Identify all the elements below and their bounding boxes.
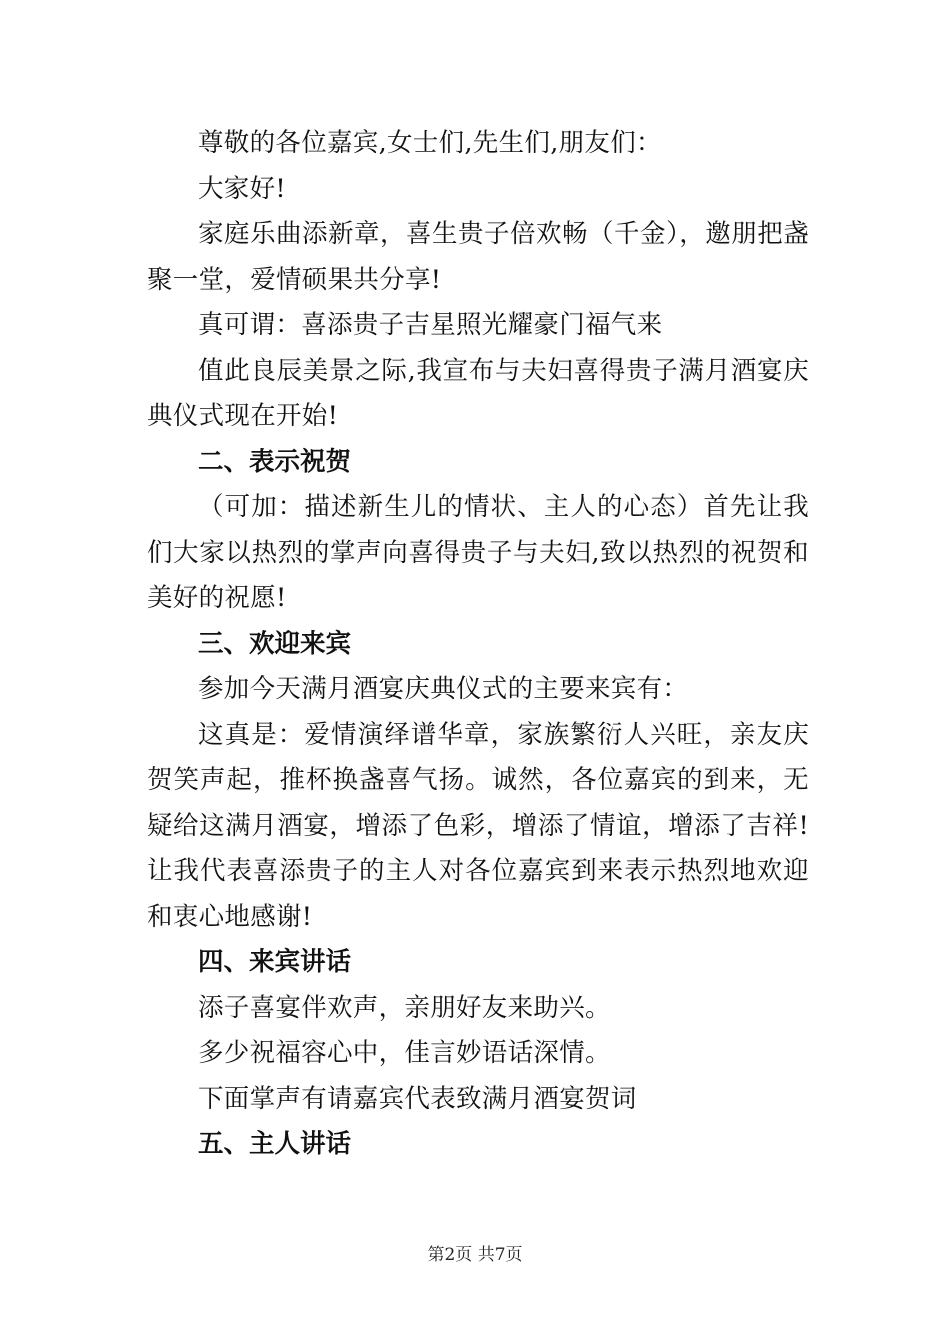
blessing-line: 真可谓：喜添贵子吉星照光耀豪门福气来 [198, 310, 663, 340]
congratulations-paragraph: （可加：描述新生儿的情状、主人的心态）首先让我们大家以热烈的掌声向喜得贵子与夫妇,致以热烈的祝贺和美好的祝愿! [147, 492, 809, 613]
salutation: 尊敬的各位嘉宾,女士们,先生们,朋友们： [198, 128, 662, 158]
opening-verse: 家庭乐曲添新章，喜生贵子倍欢畅（千金），邀朋把盏聚一堂，爱情硕果共分享! [147, 219, 809, 295]
page-footer: 第2页 共7页 [427, 1245, 523, 1265]
section-heading-guest-speech: 四、来宾讲话 [198, 947, 352, 977]
ceremony-announcement: 值此良辰美景之际,我宣布与夫妇喜得贵子满月酒宴庆典仪式现在开始! [147, 355, 809, 431]
guest-speech-invitation: 下面掌声有请嘉宾代表致满月酒宴贺词 [198, 1083, 637, 1114]
greeting: 大家好! [198, 173, 286, 204]
section-heading-welcome-guests: 三、欢迎来宾 [198, 628, 352, 659]
document-body [147, 121, 809, 1168]
guest-speech-verse-2: 多少祝福容心中，佳言妙语话深情。 [198, 1038, 611, 1068]
section-heading-host-speech: 五、主人讲话 [198, 1129, 352, 1159]
welcome-paragraph: 这真是：爱情演绎谱华章，家族繁衍人兴旺，亲友庆贺笑声起，推杯换盏喜气扬。诚然，各位嘉宾的到来，无疑给这满月酒宴，增添了色彩，增添了情谊，增添了吉祥!让我代表喜添贵子的主人对各位嘉宾到来表示热烈地欢迎和衷心地感谢! [147, 719, 809, 932]
guest-speech-verse-1: 添子喜宴伴欢声，亲朋好友来助兴。 [198, 992, 611, 1023]
guests-intro: 参加今天满月酒宴庆典仪式的主要来宾有： [198, 674, 689, 704]
section-heading-congratulations: 二、表示祝贺 [198, 446, 352, 477]
